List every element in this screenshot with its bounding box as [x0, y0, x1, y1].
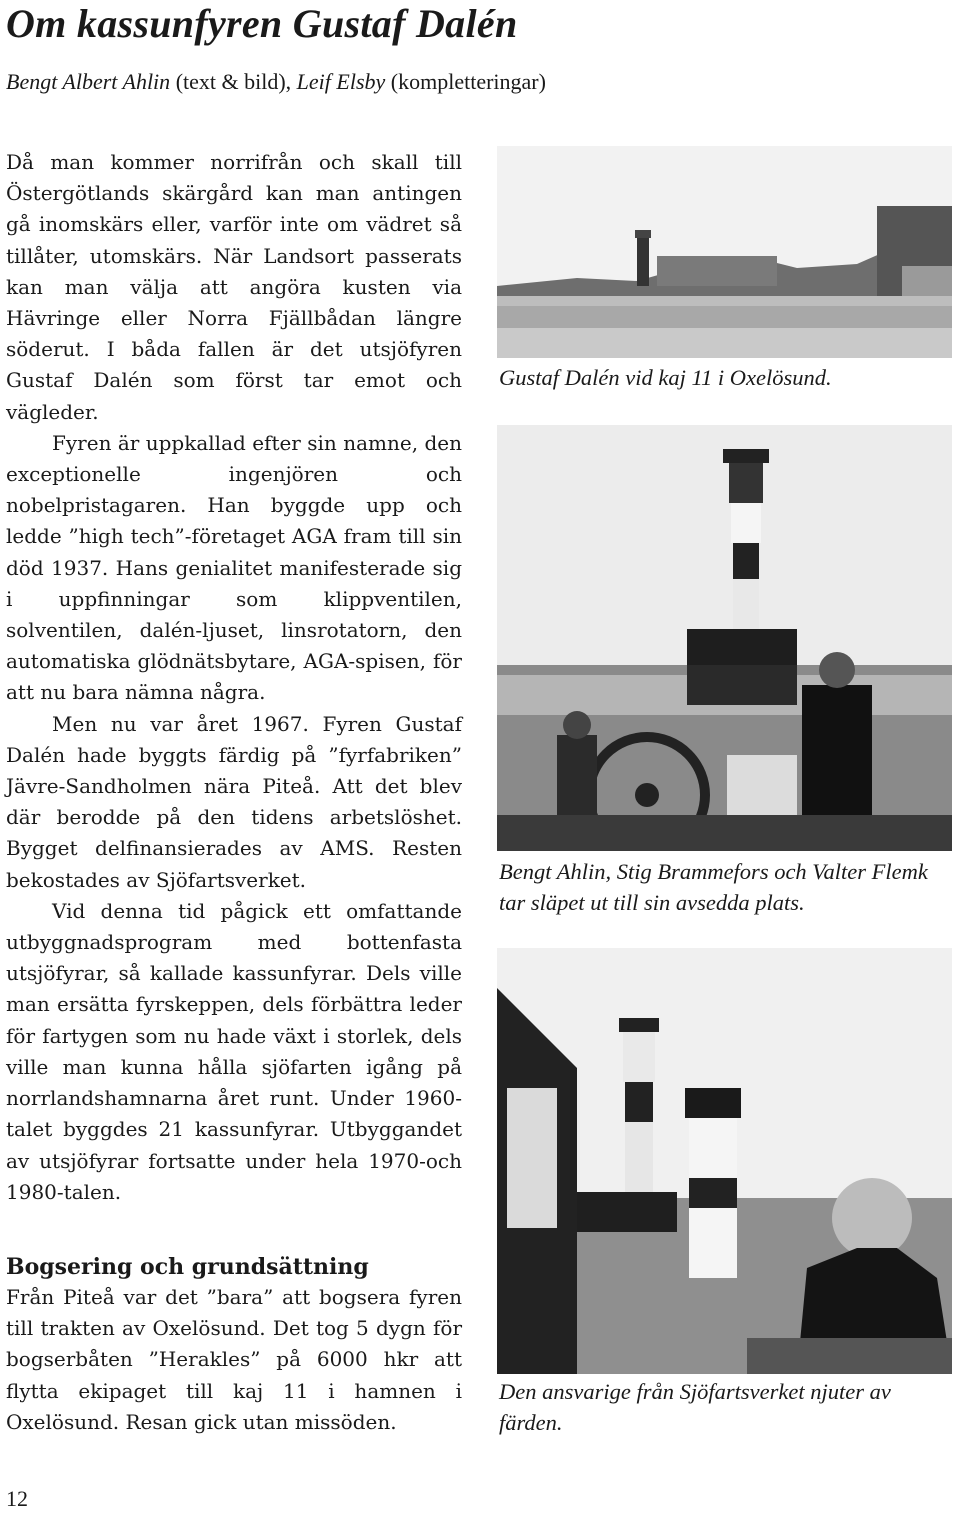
photo-official	[497, 948, 952, 1374]
byline-contributor: Leif Elsby	[296, 69, 386, 94]
paragraph-2: Fyren är uppkallad efter sin namne, den exceptionelle ingenjören och nobelpristagaren. Han byggde upp och ledde ”high tech”-företaget AGA fram till sin död 1937. Hans genialitet manifesterade sig i uppfinningar som klippventilen, solventilen, dalén-ljuset, linsrotatorn, den automatiska glödnätsbytare, AGA-spisen, för att nu bara nämna några.	[6, 430, 462, 705]
section-paragraph: Från Piteå var det ”bara” att bogsera fyren till trakten av Oxelösund. Det tog 5 dygn för bogserbåten ”Herakles” på 6000 hkr att flytta ekipaget till kaj 11 i hamnen i Oxelösund. Resan gick utan missöden.	[6, 1285, 462, 1434]
byline	[6, 68, 546, 96]
caption-photo-3: Den ansvarige från Sjöfartsverket njuter av färden.	[499, 1379, 891, 1435]
page-number: 12	[6, 1486, 28, 1511]
body-column	[6, 147, 462, 1208]
photo-crew-deck	[497, 425, 952, 851]
photo-crew-deck-image	[497, 425, 952, 851]
caption-photo-1: Gustaf Dalén vid kaj 11 i Oxelösund.	[499, 365, 832, 390]
photo-official-image	[497, 948, 952, 1374]
byline-contributor-note: (kompletteringar)	[385, 69, 546, 94]
paragraph-3: Men nu var året 1967. Fyren Gustaf Dalén hade byggts färdig på ”fyrfabriken” Jävre-Sandholmen nära Piteå. Att det blev där berodde på den tidens arbetslöshet. Bygget delfinansierades av AMS. Resten bekostades av Sjöfartsverket.	[6, 711, 462, 892]
paragraph-1: Då man kommer norrifrån och skall till Östergötlands skärgård kan man antingen gå inomskärs eller, varför inte om vädret så tillåter, utomskärs. När Landsort passerats kan man välja att angöra kusten via Hävringe eller Norra Fjällbådan längre söderut. I båda fallen är det utsjöfyren Gustaf Dalén som först tar emot och vägleder.	[6, 150, 462, 424]
caption-photo-2: Bengt Ahlin, Stig Brammefors och Valter Flemk tar släpet ut till sin avsedda plats.	[499, 859, 928, 915]
section-heading: Bogsering och grundsättning	[6, 1254, 369, 1280]
article-title: Om kassunfyren Gustaf Dalén	[6, 1, 518, 46]
byline-author-note: (text & bild),	[170, 69, 297, 94]
byline-author: Bengt Albert Ahlin	[6, 69, 171, 94]
photo-harbour	[497, 146, 952, 358]
photo-harbour-image	[497, 146, 952, 358]
paragraph-4: Vid denna tid pågick ett omfattande utbyggnadsprogram med bottenfasta utsjöfyrar, så kallade kassunfyrar. Dels ville man ersätta fyrskeppen, dels förbättra leder för fartygen som nu hade växt i storlek, dels ville man kunna hålla sjöfarten igång på norrlandshamnarna året runt. Under 1960-talet byggdes 21 kassunfyrar. Utbyggandet av utsjöfyrar fortsatte under hela 1970-och 1980-talen.	[6, 898, 462, 1204]
section-towing	[6, 1252, 462, 1438]
